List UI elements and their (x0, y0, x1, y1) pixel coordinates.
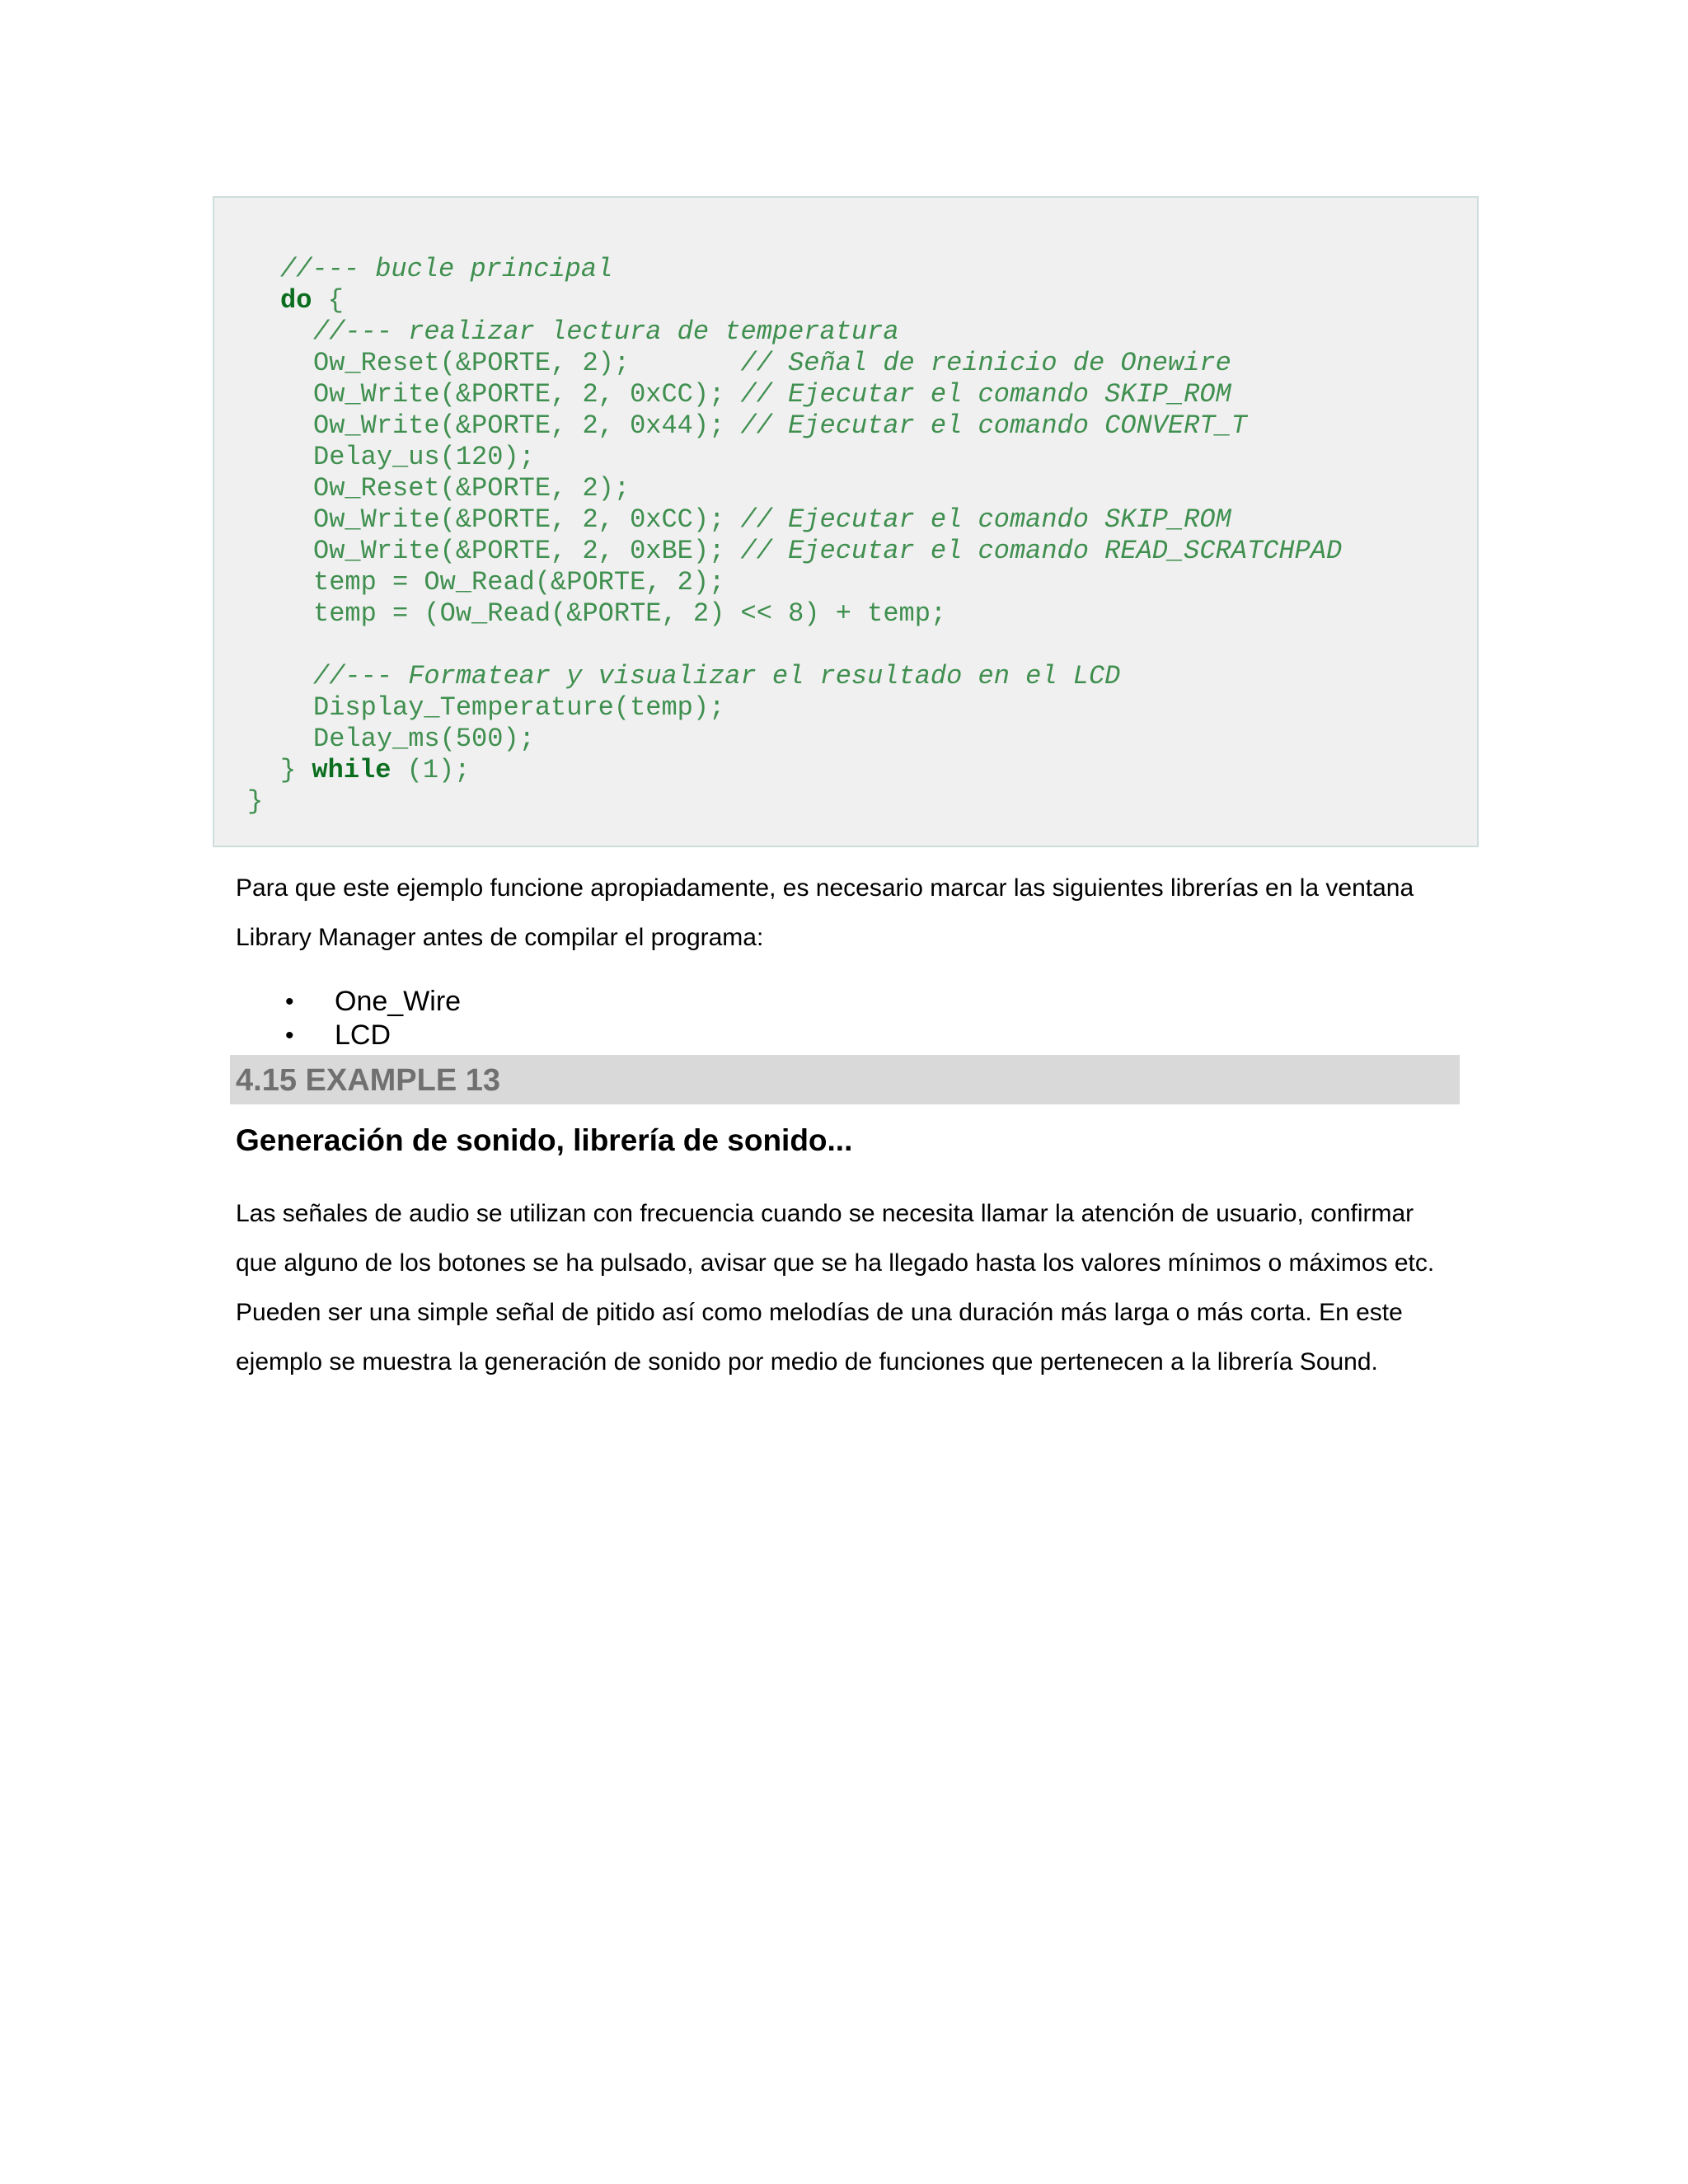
paragraph-line: Las señales de audio se utilizan con frecuencia cuando se necesita llamar la atención de usuario, confirmar (236, 1200, 1414, 1227)
paragraph-libraries (236, 864, 1472, 963)
code-text: } (280, 755, 312, 785)
code-text: Ow_Write(&PORTE, 2, 0x44); (313, 410, 741, 441)
bullet-icon: • (285, 1022, 294, 1049)
paragraph-line: Para que este ejemplo funcione apropiadamente, es necesario marcar las siguientes librerías en la ventana (236, 874, 1414, 902)
code-comment: // Ejecutar el comando SKIP_ROM (740, 504, 1231, 535)
library-list (236, 985, 461, 1052)
code-line (313, 379, 1231, 410)
code-line (313, 473, 630, 504)
code-comment: // Ejecutar el comando SKIP_ROM (740, 379, 1231, 410)
code-text: Ow_Reset(&PORTE, 2); (313, 348, 741, 378)
code-text: temp = Ow_Read(&PORTE, 2); (313, 567, 725, 598)
code-keyword: do (280, 285, 312, 316)
list-item-label: LCD (335, 1019, 392, 1051)
code-line (280, 755, 470, 786)
code-line (313, 661, 1120, 692)
code-line (247, 786, 263, 818)
code-text: Ow_Write(&PORTE, 2, 0xCC); (313, 504, 741, 535)
section-subtitle: Generación de sonido, librería de sonido... (236, 1123, 853, 1157)
code-text: Delay_ms(500); (313, 724, 535, 754)
list-item-label: One_Wire (335, 986, 462, 1017)
code-line (313, 598, 946, 630)
code-text: Ow_Write(&PORTE, 2, 0xBE); (313, 536, 741, 566)
code-comment: //--- bucle principal (280, 254, 613, 284)
code-comment: // Ejecutar el comando CONVERT_T (740, 410, 1247, 441)
code-line (313, 410, 1247, 442)
code-comment: // Señal de reinicio de Onewire (740, 348, 1231, 378)
paragraph-sound (236, 1189, 1472, 1387)
code-text: Ow_Reset(&PORTE, 2); (313, 473, 631, 504)
code-text: (1); (391, 755, 471, 785)
code-line (313, 567, 724, 598)
code-keyword: while (312, 755, 392, 785)
code-comment: // Ejecutar el comando READ_SCRATCHPAD (740, 536, 1343, 566)
code-line (313, 536, 1342, 567)
code-line (313, 692, 724, 724)
paragraph-line: que alguno de los botones se ha pulsado, avisar que se ha llegado hasta los valores mínimos o máximos etc. (236, 1249, 1435, 1277)
code-line (313, 316, 899, 348)
paragraph-line: Pueden ser una simple señal de pitido así como melodías de una duración más larga o más corta. En este (236, 1299, 1403, 1326)
code-text: temp = (Ow_Read(&PORTE, 2) << 8) + temp; (313, 598, 947, 629)
list-item (236, 1019, 461, 1052)
code-comment: //--- Formatear y visualizar el resultado en el LCD (313, 661, 1121, 691)
code-text: Ow_Write(&PORTE, 2, 0xCC); (313, 379, 741, 410)
code-line (280, 254, 612, 285)
code-line (313, 504, 1231, 536)
code-text: { (312, 285, 344, 316)
code-text: } (247, 786, 264, 817)
paragraph-line: Library Manager antes de compilar el programa: (236, 924, 764, 951)
code-text: Delay_us(120); (313, 442, 535, 472)
bullet-icon: • (285, 988, 294, 1015)
code-text: Display_Temperature(temp); (313, 692, 725, 723)
code-line (313, 348, 1231, 379)
code-line (313, 442, 535, 473)
section-title: 4.15 EXAMPLE 13 (236, 1063, 501, 1098)
list-item (236, 985, 461, 1019)
code-line (313, 724, 535, 755)
paragraph-line: ejemplo se muestra la generación de sonido por medio de funciones que pertenecen a la librería Sound. (236, 1348, 1378, 1376)
code-line (280, 285, 344, 316)
code-comment: //--- realizar lectura de temperatura (313, 316, 899, 347)
code-block (213, 196, 1479, 847)
